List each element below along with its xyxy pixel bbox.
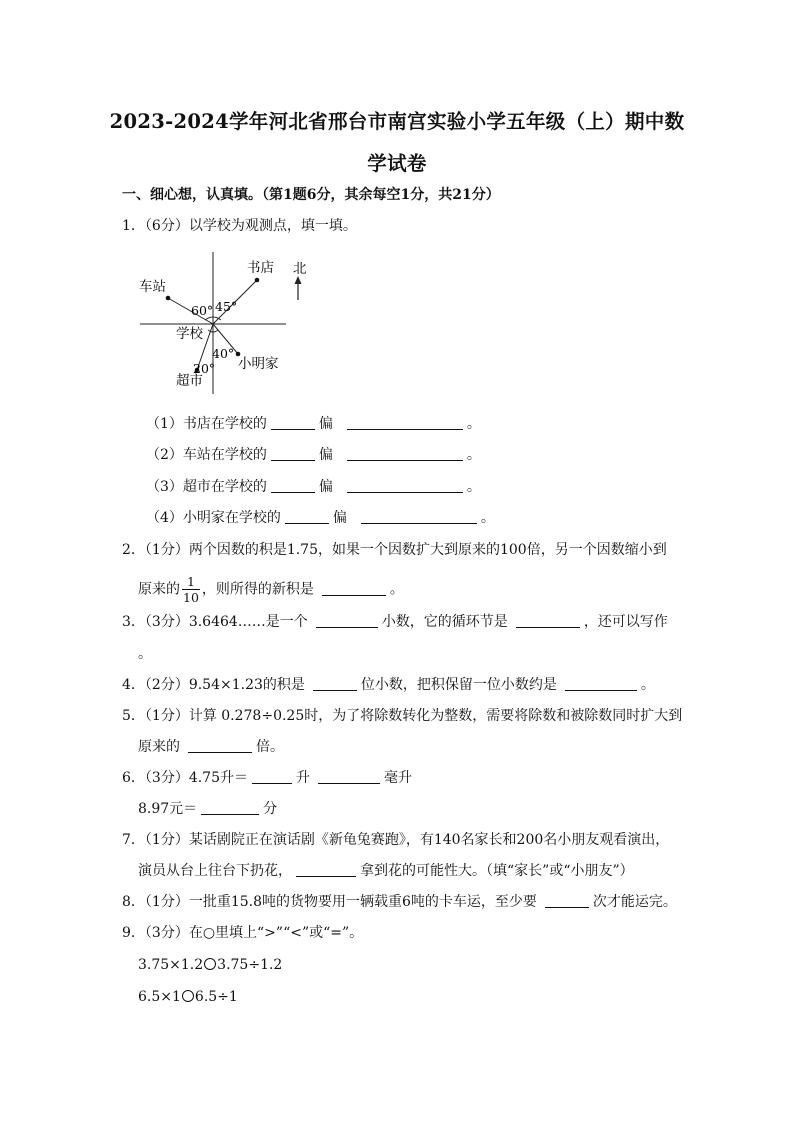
q1-sub1 bbox=[146, 414, 481, 434]
direction-diagram bbox=[136, 248, 312, 398]
q8-post: 次才能运完。 bbox=[592, 894, 677, 910]
q6-blank-1[interactable] bbox=[252, 769, 292, 784]
exam-title-line2: 学试卷 bbox=[367, 152, 427, 175]
q2-fraction bbox=[182, 574, 200, 605]
q1-sub1-prefix: （1）书店在学校的 bbox=[146, 416, 267, 432]
q9-expr-2 bbox=[138, 987, 238, 1007]
label-angle-20: 20° bbox=[193, 361, 216, 376]
q6-line2 bbox=[138, 799, 277, 819]
q7-post: 拿到花的可能性大。（填“家长”或“小朋友”） bbox=[360, 863, 634, 879]
q1-sub2-blank-b[interactable] bbox=[347, 446, 463, 461]
q2-fraction-numerator: 1 bbox=[182, 574, 200, 590]
q4-blank-1[interactable] bbox=[313, 676, 357, 691]
q1-sub2-end: 。 bbox=[466, 447, 481, 463]
q1-sub3-blank-a[interactable] bbox=[271, 478, 315, 493]
label-station: 车站 bbox=[139, 279, 166, 295]
q1-sub2-prefix: （2）车站在学校的 bbox=[146, 447, 267, 463]
q2-post: ，则所得的新积是 bbox=[201, 581, 314, 598]
label-angle-45: 45° bbox=[215, 299, 238, 314]
q2-prefix: 原来的 bbox=[138, 581, 180, 598]
q6-part-a: 6．（3分）4.75升＝ bbox=[122, 770, 248, 786]
q5-post: 倍。 bbox=[256, 739, 284, 755]
q1-sub4-end: 。 bbox=[480, 510, 495, 526]
q7-blank[interactable] bbox=[296, 862, 356, 877]
q3-blank-1[interactable] bbox=[316, 613, 378, 628]
q6-blank-3[interactable] bbox=[201, 800, 259, 815]
q4-blank-2[interactable] bbox=[565, 676, 637, 691]
q6-part-c: 毫升 bbox=[384, 770, 412, 786]
label-angle-40: 40° bbox=[212, 346, 235, 361]
q5-prefix: 原来的 bbox=[138, 739, 180, 755]
label-angle-60: 60° bbox=[191, 303, 214, 318]
q3-part-a: 3．（3分）3.6464……是一个 bbox=[122, 614, 308, 630]
q8-prefix: 8．（1分）一批重15.8吨的货物要用一辆载重6吨的卡车运，至少要 bbox=[122, 894, 537, 910]
q9-expr1-right: 3.75÷1.2 bbox=[217, 957, 283, 973]
q1-sub4-mid: 偏 bbox=[332, 510, 347, 526]
q6-part-b: 升 bbox=[296, 770, 310, 786]
q1-sub2 bbox=[146, 445, 481, 465]
q9-expr2-left: 6.5×1 bbox=[138, 989, 181, 1005]
label-bookstore: 书店 bbox=[247, 260, 274, 276]
q3-line2: 。 bbox=[138, 646, 152, 662]
q6-blank-2[interactable] bbox=[318, 769, 380, 784]
q2-end: 。 bbox=[389, 581, 404, 598]
q1-sub3-end: 。 bbox=[466, 479, 481, 495]
label-market: 超市 bbox=[176, 373, 203, 389]
q9-expr1-left: 3.75×1.2 bbox=[138, 957, 204, 973]
q2-blank[interactable] bbox=[322, 581, 386, 596]
q9-expr2-right: 6.5÷1 bbox=[194, 989, 238, 1005]
q1-stem: 1．（6分）以学校为观测点，填一填。 bbox=[122, 218, 357, 234]
q1-sub2-mid: 偏 bbox=[318, 447, 333, 463]
q9-stem: 9．（3分）在○里填上“>”“<”或“=”。 bbox=[122, 925, 364, 941]
q9-compare-circle-1[interactable] bbox=[204, 958, 216, 970]
q1-sub3-prefix: （3）超市在学校的 bbox=[146, 479, 267, 495]
q7-line2 bbox=[138, 861, 634, 881]
q9-compare-circle-2[interactable] bbox=[182, 990, 194, 1002]
q1-sub4-blank-b[interactable] bbox=[361, 509, 477, 524]
q3-part-c: ，还可以写作 bbox=[583, 614, 668, 630]
q5-line2 bbox=[138, 737, 284, 757]
q7-prefix: 演员从台上往台下扔花， bbox=[138, 863, 292, 879]
point-bookstore bbox=[255, 278, 260, 283]
q1-sub1-blank-b[interactable] bbox=[347, 415, 463, 430]
q4-line bbox=[122, 675, 655, 695]
label-north: 北 bbox=[293, 261, 307, 277]
q1-sub1-end: 。 bbox=[466, 416, 481, 432]
q1-sub3-blank-b[interactable] bbox=[347, 478, 463, 493]
label-school: 学校 bbox=[176, 326, 203, 342]
q1-sub2-blank-a[interactable] bbox=[271, 446, 315, 461]
q3-blank-2[interactable] bbox=[516, 613, 580, 628]
q7-line1: 7．（1分）某话剧院正在演话剧《新龟兔赛跑》，有140名家长和200名小朋友观看演出， bbox=[122, 832, 670, 848]
q1-sub3-mid: 偏 bbox=[318, 479, 333, 495]
q8-line bbox=[122, 892, 677, 912]
section-1-heading: 一、细心想，认真填。（第1题6分，其余每空1分，共21分） bbox=[122, 187, 500, 203]
q3-part-b: 小数，它的循环节是 bbox=[381, 614, 508, 630]
point-station bbox=[166, 296, 171, 301]
q3-line1 bbox=[122, 612, 668, 632]
q2-line2 bbox=[138, 574, 404, 605]
q1-sub4-prefix: （4）小明家在学校的 bbox=[146, 510, 281, 526]
q4-part-c: 。 bbox=[640, 677, 655, 693]
north-arrow-head bbox=[295, 276, 302, 284]
q6-line1 bbox=[122, 768, 412, 788]
exam-title-line1: 2023-2024学年河北省邢台市南宫实验小学五年级（上）期中数 bbox=[109, 110, 685, 133]
q2-fraction-denominator: 10 bbox=[183, 590, 199, 605]
q5-line1: 5．（1分）计算 0.278÷0.25时，为了将除数转化为整数，需要将除数和被除数同时扩大到 bbox=[122, 708, 683, 724]
q9-expr-1 bbox=[138, 955, 282, 975]
q4-part-a: 4．（2分）9.54×1.23的积是 bbox=[122, 677, 305, 693]
q6-part-d: 8.97元＝ bbox=[138, 801, 198, 817]
q5-blank[interactable] bbox=[188, 738, 252, 753]
q4-part-b: 位小数，把积保留一位小数约是 bbox=[360, 677, 557, 693]
q8-blank[interactable] bbox=[545, 893, 589, 908]
label-home: 小明家 bbox=[238, 356, 279, 372]
q1-sub4 bbox=[146, 508, 495, 528]
q2-line1: 2．（1分）两个因数的积是1.75，如果一个因数扩大到原来的100倍，另一个因数缩小到 bbox=[122, 542, 667, 558]
q1-sub1-mid: 偏 bbox=[318, 416, 333, 432]
q1-sub4-blank-a[interactable] bbox=[285, 509, 329, 524]
q1-sub3 bbox=[146, 477, 481, 497]
q6-part-e: 分 bbox=[263, 801, 278, 817]
q1-sub1-blank-a[interactable] bbox=[271, 415, 315, 430]
